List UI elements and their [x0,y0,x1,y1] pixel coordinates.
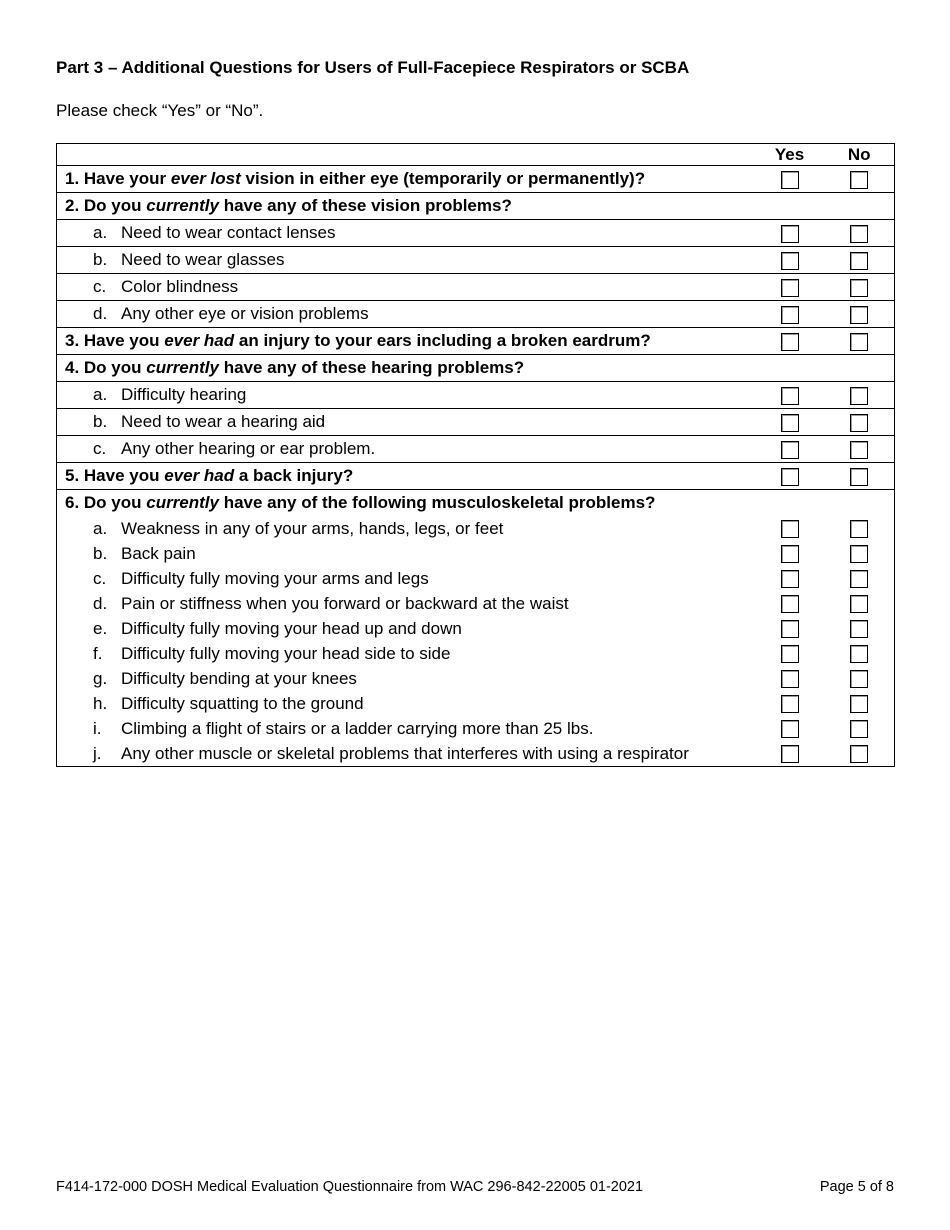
checkbox-q6a-no[interactable] [850,520,868,538]
checkbox-q6g-yes[interactable] [781,670,799,688]
column-header-yes: Yes [774,144,805,164]
checkbox-q2b-no[interactable] [850,252,868,270]
checkbox-q2a-yes[interactable] [781,225,799,243]
question-row-6d: d. Pain or stiffness when you forward or backward at the waist [57,591,895,616]
question-row-2c: c. Color blindness [57,274,895,301]
question-row-4c: c. Any other hearing or ear problem. [57,436,895,463]
checkbox-q6a-yes[interactable] [781,520,799,538]
question-row-4a: a. Difficulty hearing [57,382,895,409]
question-row-2 [57,193,895,220]
checkbox-q6b-no[interactable] [850,545,868,563]
instruction-text: Please check “Yes” or “No”. [56,101,264,120]
checkbox-q2b-yes[interactable] [781,252,799,270]
checkbox-q6h-yes[interactable] [781,695,799,713]
checkbox-q2a-no[interactable] [850,225,868,243]
checkbox-q4a-no[interactable] [850,387,868,405]
checkbox-q6c-no[interactable] [850,570,868,588]
checkbox-q5-no[interactable] [850,468,868,486]
checkbox-q6j-no[interactable] [850,745,868,763]
question-1-text: 1. Have your ever lost vision in either eye (temporarily or permanently)? [57,166,755,193]
question-row-2d: d. Any other eye or vision problems [57,301,895,328]
checkbox-q4c-no[interactable] [850,441,868,459]
checkbox-q6f-yes[interactable] [781,645,799,663]
footer-page-number: Page 5 of 8 [819,1179,894,1195]
question-row-6a: a. Weakness in any of your arms, hands, legs, or feet [57,516,895,541]
checkbox-q4b-no[interactable] [850,414,868,432]
question-row-6i: i. Climbing a flight of stairs or a ladder carrying more than 25 lbs. [57,716,895,741]
question-row-6c: c. Difficulty fully moving your arms and legs [57,566,895,591]
question-row-5 [57,463,895,490]
checkbox-q6f-no[interactable] [850,645,868,663]
checkbox-q6g-no[interactable] [850,670,868,688]
question-row-1 [57,166,895,193]
checkbox-q6e-yes[interactable] [781,620,799,638]
question-row-6f: f. Difficulty fully moving your head side to side [57,641,895,666]
question-3-text: 3. Have you ever had an injury to your ears including a broken eardrum? [57,328,755,355]
page-title: Part 3 – Additional Questions for Users of Full-Facepiece Respirators or SCBA [56,58,690,77]
question-row-6h: h. Difficulty squatting to the ground [57,691,895,716]
checkbox-q3-yes[interactable] [781,333,799,351]
question-4-text: 4. Do you currently have any of these hearing problems? [57,355,755,382]
question-row-2a: a. Need to wear contact lenses [57,220,895,247]
checkbox-q6i-no[interactable] [850,720,868,738]
table-header-row [57,144,895,166]
checkbox-q4a-yes[interactable] [781,387,799,405]
checkbox-q1-no[interactable] [850,171,868,189]
question-row-4 [57,355,895,382]
checkbox-q6e-no[interactable] [850,620,868,638]
question-row-6 [57,490,895,517]
checkbox-q1-yes[interactable] [781,171,799,189]
question-6-text: 6. Do you currently have any of the following musculoskeletal problems? [57,490,755,517]
checkbox-q4c-yes[interactable] [781,441,799,459]
questionnaire-table [56,143,895,767]
checkbox-q6b-yes[interactable] [781,545,799,563]
footer-form-id: F414-172-000 DOSH Medical Evaluation Questionnaire from WAC 296-842-22005 01-2021 [56,1179,644,1195]
question-row-6j: j. Any other muscle or skeletal problems that interferes with using a respirator [57,741,895,767]
question-row-6e: e. Difficulty fully moving your head up and down [57,616,895,641]
question-row-3 [57,328,895,355]
checkbox-q6d-no[interactable] [850,595,868,613]
checkbox-q2d-no[interactable] [850,306,868,324]
checkbox-q5-yes[interactable] [781,468,799,486]
question-5-text: 5. Have you ever had a back injury? [57,463,755,490]
checkbox-q6c-yes[interactable] [781,570,799,588]
checkbox-q6j-yes[interactable] [781,745,799,763]
checkbox-q2c-no[interactable] [850,279,868,297]
checkbox-q6d-yes[interactable] [781,595,799,613]
question-2-text: 2. Do you currently have any of these vision problems? [57,193,755,220]
question-row-2b: b. Need to wear glasses [57,247,895,274]
checkbox-q6h-no[interactable] [850,695,868,713]
checkbox-q2c-yes[interactable] [781,279,799,297]
column-header-no: No [847,144,871,164]
question-row-4b: b. Need to wear a hearing aid [57,409,895,436]
checkbox-q2d-yes[interactable] [781,306,799,324]
checkbox-q3-no[interactable] [850,333,868,351]
checkbox-q4b-yes[interactable] [781,414,799,432]
question-row-6g: g. Difficulty bending at your knees [57,666,895,691]
checkbox-q6i-yes[interactable] [781,720,799,738]
header-spacer [57,144,755,166]
question-row-6b: b. Back pain [57,541,895,566]
